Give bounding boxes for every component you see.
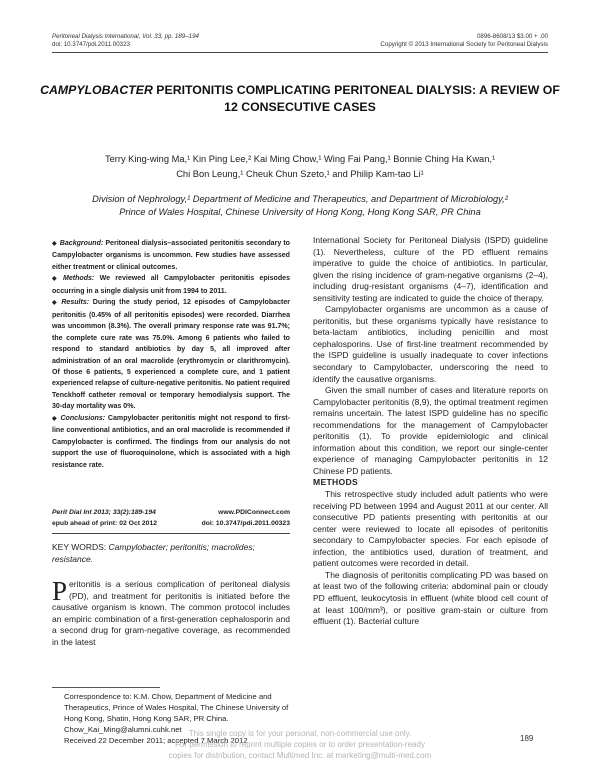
- citation-doi: doi: 10.3747/pdi.2011.00323: [201, 520, 290, 527]
- diamond-bullet-icon: ◆: [52, 415, 58, 422]
- footer-notice: [60, 728, 540, 762]
- issn-line: 0896-8608/13 $3.00 + .00: [476, 33, 548, 40]
- drop-cap: P: [52, 576, 68, 606]
- intro-paragraph: [52, 576, 290, 648]
- right-column: [313, 235, 548, 628]
- abstract-background: ◆ Background: Peritoneal dialysis–associated peritonitis secondary to Campylobacter organisms is uncommon. Few studies have assessed either treatment or clinical outcomes.: [52, 240, 290, 271]
- affiliation-line1: Division of Nephrology,¹ Department of Medicine and Therapeutics, and Department of Microbiology,²: [92, 194, 508, 204]
- keywords-text: Campylobacter; peritonitis; macrolides; resistance.: [52, 542, 255, 564]
- diamond-bullet-icon: ◆: [52, 241, 57, 247]
- doi-line: doi: 10.3747/pdi.2011.00323: [52, 41, 130, 48]
- correspondence-address: Correspondence to: K.M. Chow, Department of Medicine and Therapeutics, Prince of Wales Hospital, The Chinese University of Hong Kong, Shatin, Hong Kong SAR, PR China.: [64, 692, 289, 723]
- authors-line1: Terry King-wing Ma,¹ Kin Ping Lee,² Kai Ming Chow,¹ Wing Fai Pang,¹ Bonnie Ching Ha Kwan,¹: [104, 154, 496, 164]
- keywords: [52, 541, 290, 565]
- abstract: [52, 238, 290, 471]
- copyright-line: Copyright © 2013 International Society for Peritoneal Dialysis: [380, 41, 548, 48]
- citation-epub: epub ahead of print: 02 Oct 2012: [52, 520, 157, 527]
- diamond-bullet-icon: ◆: [52, 300, 59, 307]
- article-title: [40, 82, 560, 116]
- citation-block: [52, 507, 290, 529]
- affiliation: [60, 193, 540, 219]
- methods-heading: METHODS: [313, 477, 359, 488]
- methods-paragraph-1: This retrospective study included adult patients who were receiving PD between 1994 and August 2011 at our center. All consecutive PD patients presenting with peritonitis at our center were reviewed to locate all episodes of peritonitis secondary to Campylobacter species. For each episode of infection, the antibiotics used, duration of treatment, and patient outcomes were recorded in detail.: [313, 489, 548, 569]
- journal-line: Peritoneal Dialysis International, Vol. 33, pp. 189–194: [52, 33, 199, 40]
- header-rule: [52, 52, 548, 53]
- right-paragraph-2: Campylobacter organisms are uncommon as a cause of peritonitis, but these organisms typically have resistance to beta-lactam antibiotics, including penicillin and most cephalosporins. Use of first-line treatment recommended by the ISPD guideline is usually inadequate to cover infections secondary to Campylobacter, underscoring the need to identify the causative organisms.: [313, 304, 548, 384]
- abstract-methods: ◆ Methods: We reviewed all Campylobacter peritonitis episodes occurring in a single dialysis unit from 1994 to 2011.: [52, 275, 290, 295]
- right-paragraph-3: Given the small number of cases and literature reports on Campylobacter peritonitis (8,9), the optimal treatment regimen remains uncertain. The latest ISPD guideline has no specific recommendations for the management of Campylobacter peritonitis (1). To provide epidemiologic and clinical information about this condition, we report our single-center experience of managing Campylobacter peritonitis in 12 Chinese PD patients.: [313, 385, 548, 476]
- affiliation-line2: Prince of Wales Hospital, Chinese University of Hong Kong, Hong Kong SAR, PR China: [119, 207, 481, 217]
- authors: [60, 152, 540, 182]
- citation-journal: Perit Dial Int 2013; 33(2):189-194: [52, 509, 156, 516]
- received-dates: Received 22 December 2011; accepted 7 March 2012: [64, 735, 248, 745]
- footer-line1: This single copy is for your personal, non-commercial use only.: [188, 729, 412, 738]
- page-number: 189: [520, 734, 534, 743]
- correspondence-email[interactable]: Chow_Kai_Ming@alumni.cuhk.net: [64, 724, 182, 734]
- citation-url[interactable]: www.PDIConnect.com: [218, 509, 290, 516]
- footnote-rule: [52, 687, 160, 688]
- diamond-bullet-icon: ◆: [52, 276, 60, 283]
- authors-line2: Chi Bon Leung,¹ Cheuk Chun Szeto,¹ and Philip Kam-tao Li¹: [176, 169, 424, 179]
- title-italic: CAMPYLOBACTER: [40, 83, 153, 97]
- abstract-results: ◆ Results: During the study period, 12 episodes of Campylobacter peritonitis (0.45% of all peritonitis episodes) were recorded. Diarrhea was uncommon (8.3%). The overall primary response rate was 91.7%; the complete cure rate was 75.0%. Among 6 patients who failed to respond to standard antibiotics by day 5, all improved after administration of an oral macrolide (erythromycin or clarithromycin). Of those 6 patients, 5 experienced a complete cure, and 1 patient experienced relapse of culture-negative peritonitis. No patient required Tenckhoff catheter removal or temporary hemodialysis support. The 30-day mortality was 0%.: [52, 299, 290, 411]
- title-line1: PERITONITIS COMPLICATING PERITONEAL DIALYSIS: A REVIEW OF: [152, 83, 560, 97]
- keywords-label: KEY WORDS:: [52, 542, 109, 552]
- intro-text: eritonitis is a serious complication of peritoneal dialysis (PD), and treatment for peritonitis is initiated before the causative organism is known. The common protocol includes an empiric combination of a first-generation cephalosporin and a second drug for gram-negative coverage, as recommended in the latest: [52, 579, 290, 647]
- footer-line3: copies for distribution, contact Multimed Inc. at marketing@multi-med.com: [168, 751, 432, 761]
- citation-rule: [52, 533, 290, 534]
- footer-line2: For permission to reprint multiple copies or to order presentation-ready: [175, 740, 425, 750]
- abstract-conclusions: ◆ Conclusions: Campylobacter peritonitis might not respond to first-line conventional antibiotics, and an oral macrolide is recommended if Campylobacter is confirmed. The findings from our analysis do not support the use of fluoroquinolone, which is associated with a high resistance rate.: [52, 414, 290, 469]
- methods-paragraph-2: The diagnosis of peritonitis complicating PD was based on at least two of the following criteria: abdominal pain or cloudy PD effluent, leukocytosis in effluent (white blood cell count of at least 100/mm³), or positive gram-stain or culture from effluent (1). Bacterial culture: [313, 569, 548, 627]
- right-paragraph-1: International Society for Peritoneal Dialysis (ISPD) guideline (1). Nevertheless, culture of the PD effluent remains imperative to guide the choice of antibiotics. In particular, given the rising incidence of gram-negative organisms (2–4), including drug-resistant organisms (4–7), identification and sensitivity testing are indicated to guide the choice of therapy.: [313, 235, 548, 303]
- title-line2: 12 CONSECUTIVE CASES: [224, 100, 376, 114]
